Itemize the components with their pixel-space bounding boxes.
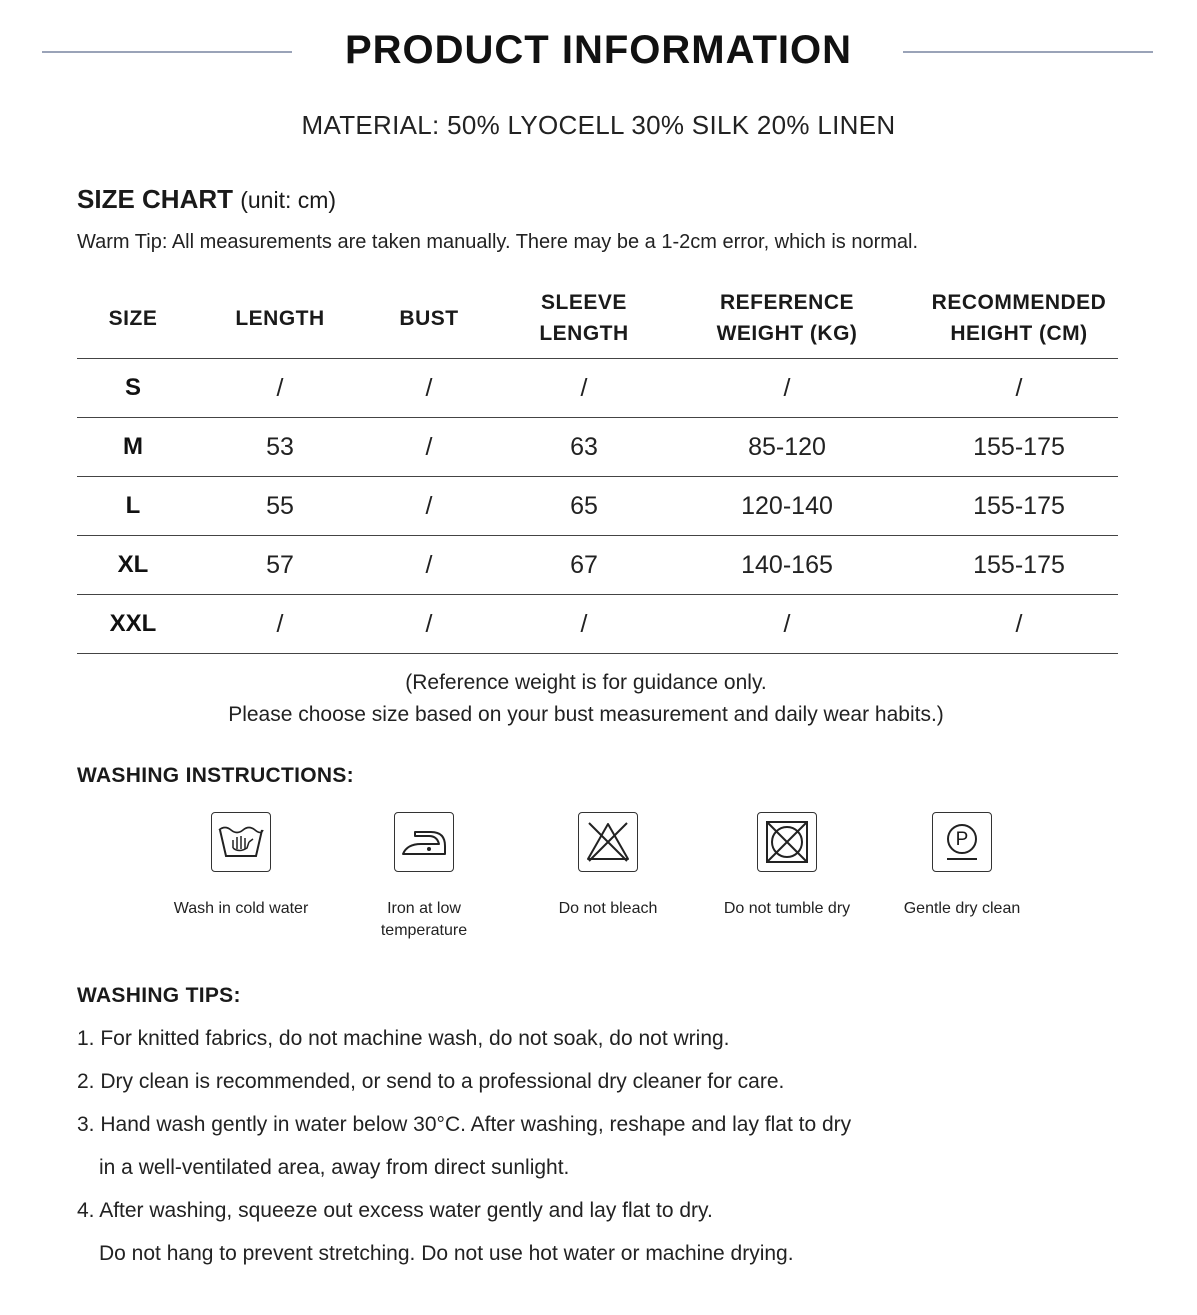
care-label: Gentle dry clean <box>903 900 1021 917</box>
cell-bust: / <box>425 491 433 520</box>
iron-low-icon <box>394 812 454 872</box>
column-header-size: SIZE <box>108 306 158 330</box>
column-header-length: LENGTH <box>235 306 325 330</box>
care-item-iron-low <box>339 812 509 942</box>
cell-bust: / <box>425 550 433 579</box>
no-bleach-icon <box>578 812 638 872</box>
table-header <box>77 278 1118 359</box>
gentle-dry-clean-icon <box>932 812 992 872</box>
cell-length: / <box>276 373 284 402</box>
care-item-wash-cold <box>156 812 326 920</box>
care-label: Wash in cold water <box>173 900 309 917</box>
cell-recommended-height: / <box>1015 609 1023 638</box>
cell-reference-weight: / <box>783 373 791 402</box>
cell-bust: / <box>425 373 433 402</box>
cell-size: M <box>123 433 143 460</box>
size-chart-unit: (unit: cm) <box>240 187 337 213</box>
size-table <box>77 278 1118 654</box>
cell-size: XL <box>117 551 149 578</box>
cell-size: S <box>124 374 141 401</box>
table-row <box>77 418 1118 477</box>
table-row <box>77 536 1118 595</box>
material-composition: MATERIAL: 50% LYOCELL 30% SILK 20% LINEN <box>301 110 896 140</box>
cell-size: L <box>125 492 141 519</box>
cell-sleeve-length: / <box>580 609 588 638</box>
column-header-reference-weight: REFERENCE WEIGHT (KG) <box>716 291 858 345</box>
washing-tip-line: 4. After washing, squeeze out excess water gently and lay flat to dry. <box>77 1199 713 1222</box>
size-chart-title: SIZE CHART <box>77 184 233 214</box>
cell-sleeve-length: 65 <box>570 491 598 520</box>
care-item-gentle-dry-clean <box>877 812 1047 920</box>
cell-sleeve-length: 67 <box>570 550 598 579</box>
washing-tip-line: Do not hang to prevent stretching. Do not use hot water or machine drying. <box>99 1242 794 1265</box>
cell-length: 55 <box>266 491 294 520</box>
cell-recommended-height: 155-175 <box>973 550 1065 579</box>
cell-bust: / <box>425 609 433 638</box>
care-label: Iron at low <box>387 900 461 917</box>
washing-tip-line: 3. Hand wash gently in water below 30°C. After washing, reshape and lay flat to dry <box>77 1113 852 1136</box>
washing-instructions-heading: WASHING INSTRUCTIONS: <box>77 764 354 787</box>
wash-cold-icon <box>211 812 271 872</box>
cell-length: / <box>276 609 284 638</box>
cell-reference-weight: / <box>783 609 791 638</box>
washing-tips-heading: WASHING TIPS: <box>77 984 241 1007</box>
table-row <box>77 477 1118 536</box>
cell-sleeve-length: / <box>580 373 588 402</box>
no-tumble-dry-icon <box>757 812 817 872</box>
cell-recommended-height: / <box>1015 373 1023 402</box>
column-header-bust: BUST <box>399 306 459 330</box>
washing-tip-line: 2. Dry clean is recommended, or send to a professional dry cleaner for care. <box>77 1070 785 1093</box>
dry-clean-symbol: P <box>947 824 977 854</box>
care-label-line2: temperature <box>380 922 468 939</box>
size-chart-heading <box>77 184 336 215</box>
cell-recommended-height: 155-175 <box>973 491 1065 520</box>
page-title: PRODUCT INFORMATION <box>344 28 853 72</box>
cell-length: 57 <box>266 550 294 579</box>
title-row <box>0 28 1197 78</box>
size-note-line2: Please choose size based on your bust measurement and daily wear habits.) <box>228 703 944 726</box>
washing-tip-line: in a well-ventilated area, away from direct sunlight. <box>99 1156 570 1179</box>
gentle-underline <box>947 858 977 860</box>
cell-reference-weight: 120-140 <box>741 491 833 520</box>
cell-reference-weight: 140-165 <box>741 550 833 579</box>
cell-length: 53 <box>266 432 294 461</box>
care-label: Do not tumble dry <box>723 900 851 917</box>
size-note-line1: (Reference weight is for guidance only. <box>405 671 767 694</box>
care-item-no-bleach <box>523 812 693 920</box>
cell-recommended-height: 155-175 <box>973 432 1065 461</box>
table-row <box>77 595 1118 654</box>
care-label: Do not bleach <box>558 900 658 917</box>
title-divider-right <box>903 51 1153 53</box>
column-header-recommended-height: RECOMMENDED HEIGHT (CM) <box>931 291 1107 345</box>
table-row <box>77 359 1118 418</box>
cell-size: XXL <box>109 610 157 637</box>
cell-sleeve-length: 63 <box>570 432 598 461</box>
column-header-sleeve-length: SLEEVE LENGTH <box>539 291 629 345</box>
cell-reference-weight: 85-120 <box>748 432 826 461</box>
washing-tip-line: 1. For knitted fabrics, do not machine wash, do not soak, do not wring. <box>77 1027 730 1050</box>
care-item-no-tumble-dry <box>702 812 872 920</box>
cell-bust: / <box>425 432 433 461</box>
warm-tip: Warm Tip: All measurements are taken manually. There may be a 1-2cm error, which is normal. <box>77 231 919 253</box>
